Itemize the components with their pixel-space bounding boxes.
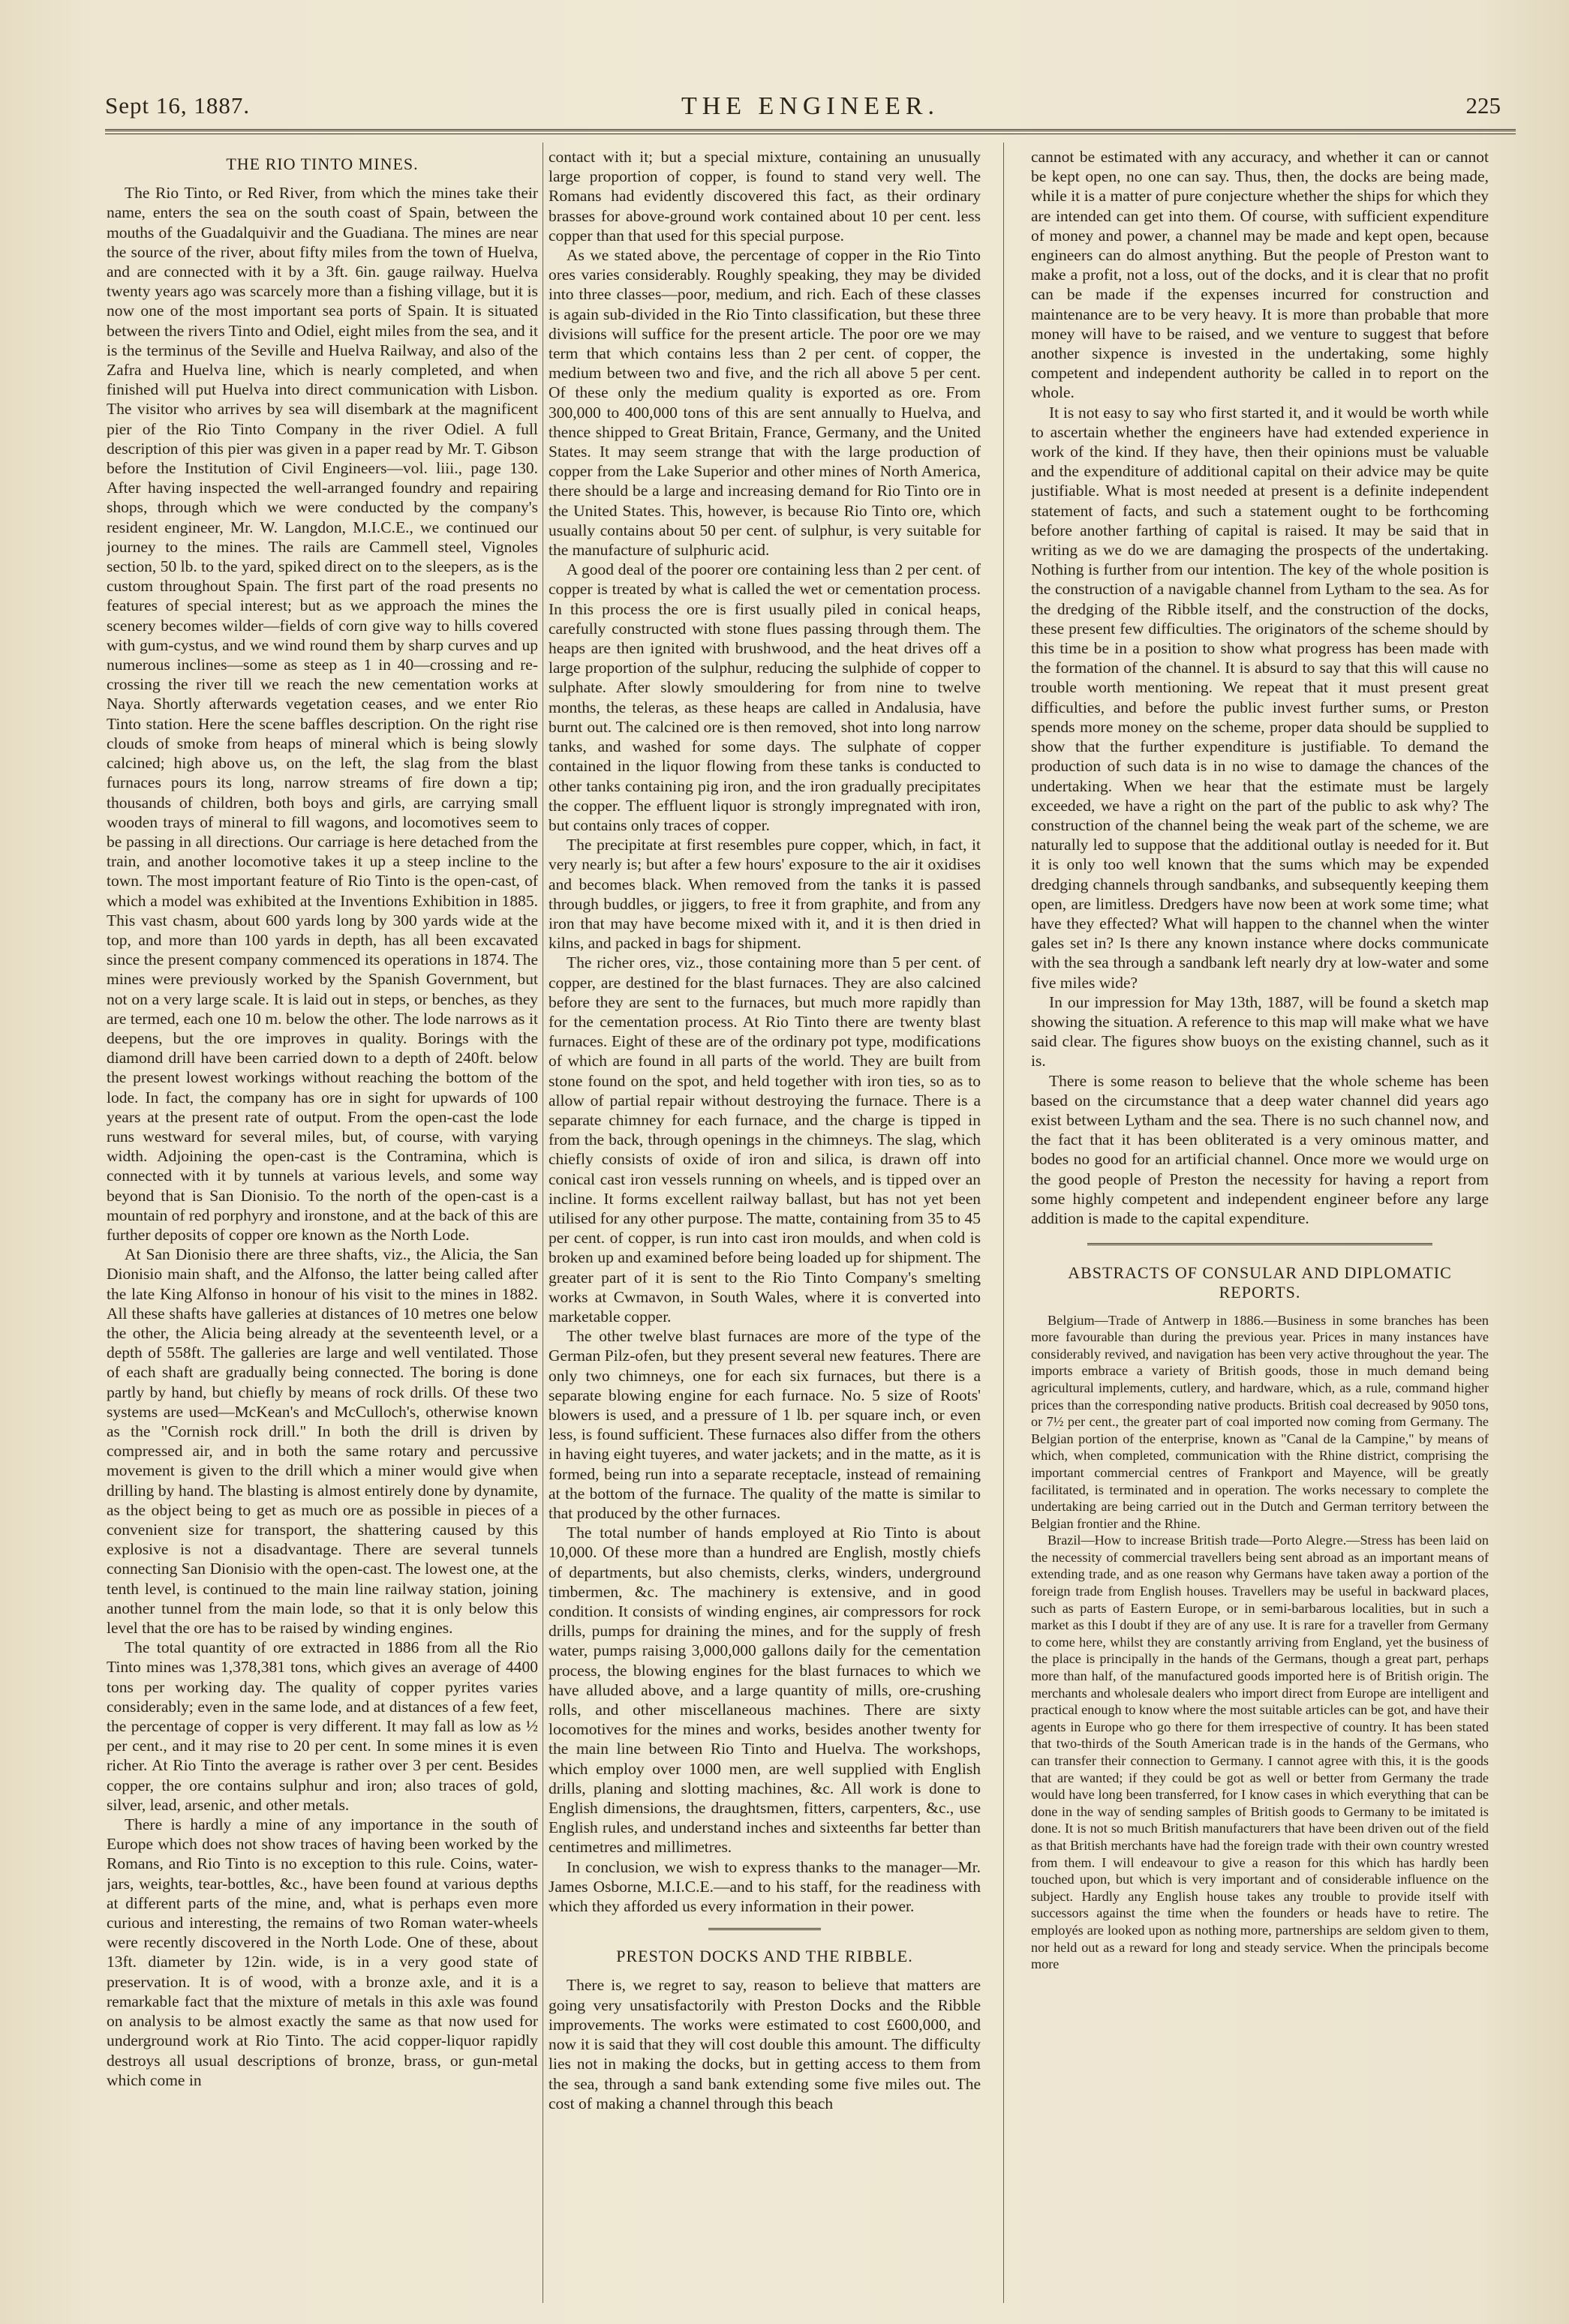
paragraph: Brazil—How to increase British trade—Porto Alegre.—Stress has been laid on the necessity of commercial travellers being sent abroad as an important means of extending trade, and as one reason why Germans have taken away a portion of the foreign trade from English houses. Travellers may be useful in backward places, such as parts of Eastern Europe, or in semi-barbarous localities, but in such a market as this I doubt if they are of any use. It is rare for a traveller from Germany to come here, whilst they are constantly arriving from England, yet the business of the place is principally in the hands of the Germans, though a great part, perhaps more than half, of the manufactured goods imported here is of British origin. The merchants and wholesale dealers who import direct from Europe are intelligent and practical enough to know where the most suitable articles can be got, and have their agents in Europe who go there for them irrespective of country. It has been stated that two-thirds of the South American trade is in the hands of the Germans, who can transfer their connection to Germany. I cannot agree with this, it is the goods that are wanted; if they could be got as well or better from Germany the trade would have long been transferred, for I know cases in which everything that can be done in the way of sending samples of British goods to Germany to be imitated is done. It is not so much British manufacturers that have been driven out of the field as that British merchants have had the foreign trade with their own country wrested from them. I will endeavour to give a reason for this which has hardly been touched upon, but which is very important and of considerable influence on the subject. Hardly any English house takes any trouble to provide itself with successors against the time when the founders or heads have to retire. The employés are looked upon as nothing more, partnerships are seldom given to them, nor held out as a reward for long and steady service. When the principals become more [1031, 1533, 1489, 1972]
page-header [105, 92, 1516, 130]
article-separator [708, 1928, 821, 1932]
page-number: 225 [1465, 92, 1501, 119]
column-2 [549, 147, 981, 2307]
paragraph: There is, we regret to say, reason to believe that matters are going very unsatisfactorily with Preston Docks and the Ribble improvements. The works were estimated to cost £600,000, and now it is said that they will cost double this amount. The difficulty lies not in making the docks, but in getting access to them from the sea, through a sand bank extending some five miles out. The cost of making a channel through this beach [549, 1976, 981, 2112]
paragraph: In conclusion, we wish to express thanks to the manager—Mr. James Osborne, M.I.C.E.—and to his staff, for the readiness with which they afforded us every information in their power. [549, 1857, 981, 1916]
paragraph: In our impression for May 13th, 1887, will be found a sketch map showing the situation. A reference to this map will make what we have said clear. The figures show buoys on the existing channel, such as it is. [1031, 992, 1489, 1070]
consular-reports-body [1031, 1312, 1489, 1973]
article-title-consular-reports: ABSTRACTS OF CONSULAR AND DIPLOMATIC REPORTS. [1068, 1263, 1452, 1302]
paragraph: The Rio Tinto, or Red River, from which the mines take their name, enters the sea on the south coast of Spain, between the mouths of the Guadalquivir and the Guadiana. The mines are near the source of the river, about fifty miles from the town of Huelva, and are connected with it by a 3ft. 6in. gauge railway. Huelva twenty years ago was scarcely more than a fishing village, but it is now one of the most important sea ports of Spain. It is situated between the rivers Tinto and Odiel, eight miles from the sea, and it is the terminus of the Seville and Huelva Railway, and also of the Zafra and Huelva line, which is nearly completed, and when finished will put Huelva into direct communication with Lisbon. The visitor who arrives by sea will disembark at the magnificent pier of the Rio Tinto Company in the river Odiel. A full description of this pier was given in a paper read by Mr. T. Gibson before the Institution of Civil Engineers—vol. liii., page 130. After having inspected the well-arranged foundry and repairing shops, through which we were conducted by the company's resident engineer, Mr. W. Langdon, M.I.C.E., we continued our journey to the mines. The rails are Cammell steel, Vignoles section, 50 lb. to the yard, spiked direct on to the sleepers, as is the custom throughout Spain. The first part of the road presents no features of special interest; but as we approach the mines the scenery becomes wilder—fields of corn give way to hills covered with gum-cystus, and we wind round them by sharp curves and up numerous inclines—some as steep as 1 in 40—crossing and re-crossing the river till we reach the new cementation works at Naya. Shortly afterwards vegetation ceases, and we enter Rio Tinto station. Here the scene baffles description. On the right rise clouds of smoke from heaps of mineral which is being slowly calcined; high above us, on the left, the slag from the blast furnaces pours its long, narrow streams of fire down a tip; thousands of children, both boys and girls, are carrying small wooden trays of mineral to fill wagons, and locomotives seem to be passing in all directions. Our carriage is here detached from the train, and another locomotive takes it up a steep incline to the town. The most important feature of Rio Tinto is the open-cast, of which a model was exhibited at the Inventions Exhibition in 1885. This vast chasm, about 600 yards long by 300 yards wide at the top, and more than 100 yards in depth, has all been excavated since the present company commenced its operations in 1874. The mines were previously worked by the Spanish Government, but not on a very large scale. It is laid out in steps, or benches, as they are termed, each one 10 m. below the other. The lode narrows as it deepens, but the ore improves in quality. Borings with the diamond drill have been carried down to a depth of 240ft. below the present lowest workings without reaching the bottom of the lode. In fact, the company has ore in sight for upwards of 100 years at the present rate of output. From the open-cast the lode runs westward for several miles, but, of course, with varying width. Adjoining the open-cast is the Contramina, which is connected with it by tunnels at various levels, and some way beyond that is San Dionisio. To the north of the open-cast is a mountain of red porphyry and ironstone, and at the back of this are further deposits of copper ore known as the North Lode. [107, 184, 538, 1244]
column-rule [1003, 143, 1004, 2303]
article-separator [1087, 1243, 1432, 1247]
article-title-rio-tinto: THE RIO TINTO MINES. [226, 155, 419, 173]
paragraph: The precipitate at first resembles pure copper, which, in fact, it very nearly is; but after a few hours' exposure to the air it oxidises and becomes black. When removed from the tanks it is passed through buddles, or jiggers, to free it from graphite, and from any iron that may have become mixed with it, and it is then dried in kilns, and packed in bags for shipment. [549, 836, 981, 953]
issue-date: Sept 16, 1887. [105, 92, 251, 119]
paragraph: The richer ores, viz., those containing more than 5 per cent. of copper, are destined for the blast furnaces. They are also calcined before they are sent to the furnaces, but much more rapidly than for the cementation process. At Rio Tinto there are twenty blast furnaces. Eight of these are of the ordinary pot type, modifications of which are found in all parts of the world. They are built from stone found on the spot, and held together with iron ties, so as to allow of partial repair without destroying the furnace. There is a separate chimney for each furnace, and the charge is tipped in from the back, through openings in the chimneys. The slag, which chiefly consists of oxide of iron and silica, is drawn off into conical cast iron vessels running on wheels, and is tipped over an incline. It forms excellent railway ballast, but has not yet been utilised for any other purpose. The matte, containing from 35 to 45 per cent. of copper, is run into cast iron moulds, and when cold is broken up and examined before being loaded up for shipment. The greater part of it is sent to the Rio Tinto Company's smelting works at Cwmavon, in South Wales, where it is converted into marketable copper. [549, 953, 981, 1326]
paragraph: As we stated above, the percentage of copper in the Rio Tinto ores varies considerably. Roughly speaking, they may be divided into three classes—poor, medium, and rich. Each of these classes is again sub-divided in the Rio Tinto classification, but these three divisions will suffice for the present article. The poor ore we may term that which contains less than 2 per cent. of copper, the medium between two and five, and the rich all above 5 per cent. Of these only the medium quality is exported as ore. From 300,000 to 400,000 tons of this are sent annually to Huelva, and thence shipped to Great Britain, France, Germany, and the United States. It may seem strange that with the large production of copper from the Lake Superior and other mines of North America, there should be a large and increasing demand for Rio Tinto ore in the United States. This, however, is because Rio Tinto ore, which usually contains about 50 per cent. of sulphur, is very suitable for the manufacture of sulphuric acid. [549, 246, 981, 560]
paragraph: A good deal of the poorer ore containing less than 2 per cent. of copper is treated by what is called the wet or cementation process. In this process the ore is first usually piled in conical heaps, carefully constructed with stone flues passing through them. The heaps are then ignited with brushwood, and the heat drives off a large proportion of the sulphur, reducing the sulphide of copper to sulphate. After slowly smouldering for from nine to twelve months, the teleras, as these heaps are called in Andalusia, have burnt out. The calcined ore is then removed, shot into long narrow tanks, and washed for some days. The sulphate of copper contained in the liquor flowing from these tanks is conducted to other tanks containing pig iron, and the iron gradually precipitates the copper. The effluent liquor is strongly impregnated with iron, but contains only traces of copper. [549, 560, 981, 834]
paragraph: The total number of hands employed at Rio Tinto is about 10,000. Of these more than a hundred are English, mostly chiefs of departments, but also chemists, clerks, winders, underground timbermen, &c. The machinery is extensive, and in good condition. It consists of winding engines, air compressors for rock drills, pumps for draining the mines, and for the supply of fresh water, pumps raising 3,000,000 gallons daily for the cementation process, the blowing engines for the blast furnaces to which we have alluded above, and a large quantity of mills, ore-crushing rolls, and other miscellaneous machines. There are sixty locomotives for the mines and works, besides another twenty for the main line between Rio Tinto and Huelva. The workshops, which employ over 1000 men, are well supplied with English drills, planing and slotting machines, &c. All work is done to English dimensions, the draughtsmen, fitters, carpenters, &c., use English rules, and understand inches and sixteenths far better than centimetres and millimetres. [549, 1524, 981, 1857]
paragraph: There is some reason to believe that the whole scheme has been based on the circumstance that a deep water channel did years ago exist between Lytham and the sea. There is no such channel now, and the fact that it has been obliterated is a very ominous matter, and bodes no good for an artificial channel. Once more we would urge on the good people of Preston the necessity for having a report from some highly competent and independent engineer before any large addition is made to the capital expenditure. [1031, 1071, 1489, 1227]
paragraph: It is not easy to say who first started it, and it would be worth while to ascertain whether the engineers have had extended experience in work of the kind. If they have, then their opinions must be valuable and the expenditure of additional capital on their advice may be quite justifiable. What is most needed at present is a definite independent statement of facts, and such a statement ought to be forthcoming before another farthing of capital is raised. It may be said that in writing as we do we are damaging the prospects of the undertaking. Nothing is further from our intention. The key of the whole position is the construction of a navigable channel from Lytham to the sea. As for the dredging of the Ribble itself, and the construction of the docks, these present few difficulties. The originators of the scheme should by this time be in a position to show what progress has been made with the formation of the channel. It is absurd to say that this will cause no trouble worth mentioning. We repeat that it must present great difficulties, and before the public invest further sums, or Preston spends more money on the scheme, proper data should be supplied to show that the further expenditure is justifiable. To demand the production of such data is in no wise to damage the chances of the undertaking. When we hear that the estimate must be largely exceeded, we have a right on the part of the public to ask why? The construction of the channel being the weak part of the scheme, we are naturally led to suppose that the additional outlay is needed for it. But it is only too well known that the sums which may be expended dredging channels through sandbanks, and subsequently keeping them open, are limitless. Dredgers have now been at work some time; what have they effected? What will happen to the channel when the winter gales set in? Is there any known instance where docks communicate with the sea through a sandbank left nearly dry at low-water and some five miles wide? [1031, 403, 1489, 992]
paragraph: The other twelve blast furnaces are more of the type of the German Pilz-ofen, but they present several new features. There are only two chimneys, one for each six furnaces, but there is a separate blowing engine for each furnace. No. 5 size of Roots' blowers is used, and a pressure of 1 lb. per square inch, or even less, is found sufficient. These furnaces also differ from the others in having eight tuyeres, and water jackets; and in the matte, as it is formed, being run into a separate receptacle, instead of remaining at the bottom of the furnace. The quality of the matte is similar to that produced by the other furnaces. [549, 1327, 981, 1523]
paragraph: cannot be estimated with any accuracy, and whether it can or cannot be kept open, no one can say. Thus, then, the docks are being made, while it is a matter of pure conjecture whether the ships for which they are intended can get into them. Of course, with sufficient expenditure of money and power, a channel may be made and kept open, because engineers can do almost anything. But the people of Preston want to make a profit, not a loss, out of the docks, and it is clear that no profit can be made if the expenses incurred for construction and maintenance are to be very heavy. It is more than probable that more money will have to be raised, and we venture to suggest that before another sixpence is invested in the undertaking, some highly competent and independent authority be called in to report on the whole. [1031, 148, 1489, 402]
paragraph: Belgium—Trade of Antwerp in 1886.—Business in some branches has been more favourable than during the previous year. Prices in many instances have considerably revived, and navigation has been very active throughout the year. The imports embrace a variety of British goods, those in much demand being agricultural implements, cutlery, and hardware, which, as a rule, command higher prices than the corresponding native products. British coal decreased by 9050 tons, or 7½ per cent., the greater part of coal imported now coming from Germany. The Belgian portion of the enterprise, known as "Canal de la Campine," by means of which, when completed, communication with the Rhine district, comprising the important commercial centres of Frankport and Mayence, will be greatly facilitated, is terminated and in operation. The works necessary to complete the undertaking are being carried out in the Dutch and German territory between the Belgian frontier and the Rhine. [1031, 1312, 1489, 1531]
article-title-preston-docks: PRESTON DOCKS AND THE RIBBLE. [616, 1947, 913, 1966]
column-1 [107, 147, 538, 2307]
journal-title: THE ENGINEER. [681, 92, 940, 120]
paragraph: There is hardly a mine of any importance in the south of Europe which does not show traces of having been worked by the Romans, and Rio Tinto is no exception to this rule. Coins, water-jars, weights, tear-bottles, &c., have been found at various depths at different parts of the mine, and, what is perhaps even more curious and interesting, the remains of two Roman water-wheels were recently discovered in the North Lode. One of these, about 13ft. diameter by 12in. wide, is in a very good state of preservation. It is of wood, with a bronze axle, and it is a remarkable fact that the mixture of metals in this axle was found on analysis to be almost exactly the same as that now used for underground work at Rio Tinto. The acid copper-liquor rapidly destroys all usual descriptions of bronze, brass, or gun-metal which come in [107, 1815, 538, 2089]
header-rule [105, 129, 1516, 134]
paragraph: At San Dionisio there are three shafts, viz., the Alicia, the San Dionisio main shaft, and the Alfonso, the latter being called after the late King Alfonso in honour of his visit to the mines in 1882. All these shafts have galleries at distances of 10 metres one below the other, the Alicia being already at the seventeenth level, or a depth of 558ft. The galleries are large and well ventilated. Those of each shaft are gradually being connected. The boring is done partly by hand, but chiefly by means of rock drills. Of these two systems are used—McKean's and McCulloch's, otherwise known as the "Cornish rock drill." In both the drill is driven by compressed air, and in both the same rotary and percussive movement is given to the drill which a miner would give when drilling by hand. The blasting is almost entirely done by dynamite, as the object being to get as much ore as possible in pieces of a convenient size for transport, the shattering caused by this explosive is not a disadvantage. There are several tunnels connecting San Dionisio with the open-cast. The lowest one, at the tenth level, is continued to the main line railway station, joining another tunnel from the main lode, so that it is only below this level that the ore has to be raised by winding engines. [107, 1245, 538, 1638]
paragraph: The total quantity of ore extracted in 1886 from all the Rio Tinto mines was 1,378,381 tons, which gives an average of 4400 tons per working day. The quality of copper pyrites varies considerably; even in the same lode, and at distances of a few feet, the percentage of copper is very different. It may fall as low as ½ per cent., and it may rise to 20 per cent. In some mines it is even richer. At Rio Tinto the average is rather over 3 per cent. Besides copper, the ore contains sulphur and iron; also traces of gold, silver, lead, arsenic, and other metals. [107, 1638, 538, 1814]
column-3 [1031, 147, 1489, 2307]
paragraph: contact with it; but a special mixture, containing an unusually large proportion of copper, is found to stand very well. The Romans had evidently discovered this fact, as their ordinary brasses for above-ground work contained about 10 per cent. less copper than that used for this special purpose. [549, 148, 981, 245]
